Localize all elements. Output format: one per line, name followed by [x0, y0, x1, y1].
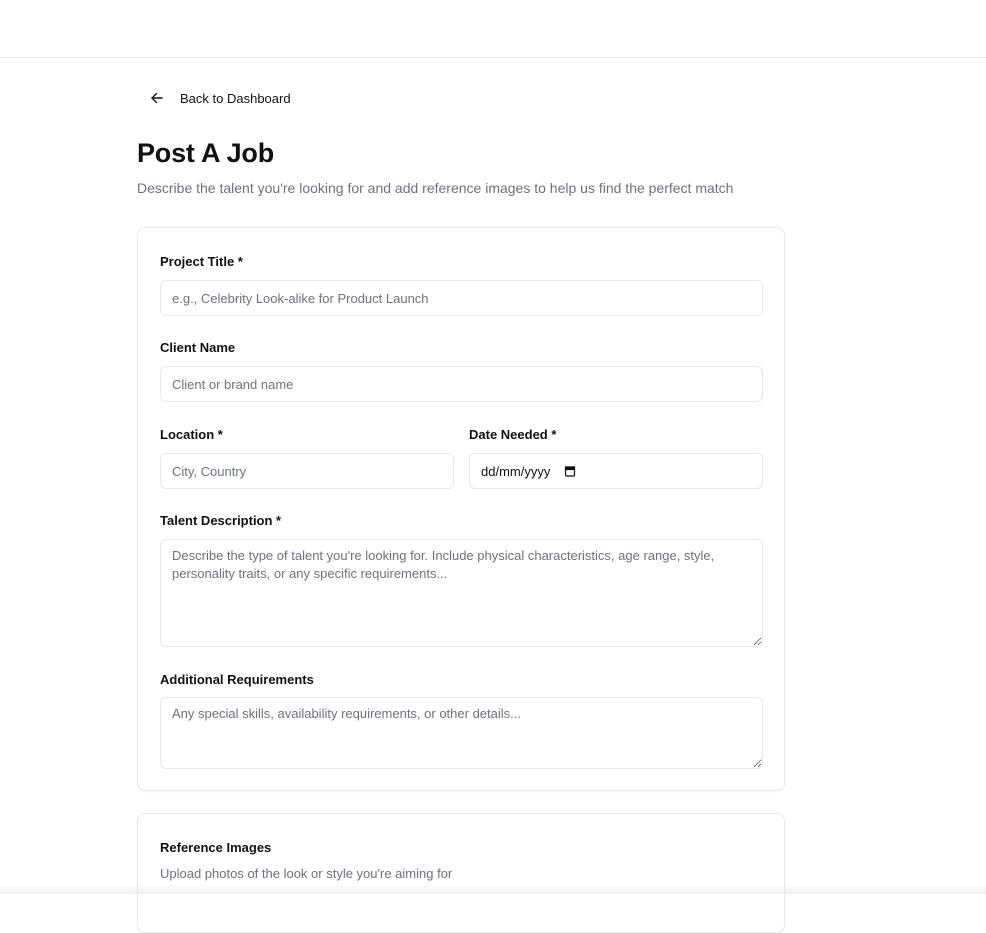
additional-requirements-textarea[interactable]: [160, 697, 763, 769]
reference-images-heading: Reference Images: [160, 840, 271, 855]
project-title-input[interactable]: [160, 280, 763, 316]
date-needed-input[interactable]: [469, 453, 763, 489]
page-title: Post A Job: [137, 138, 274, 169]
date-placeholder: dd/mm/yyyy: [481, 464, 550, 479]
client-name-input[interactable]: [160, 366, 763, 402]
calendar-icon[interactable]: [564, 465, 576, 477]
additional-requirements-label: Additional Requirements: [160, 672, 314, 687]
reference-images-description: Upload photos of the look or style you're aiming for: [160, 866, 452, 881]
page-subtitle: Describe the talent you're looking for and add reference images to help us find the perfect match: [137, 180, 733, 196]
location-label: Location *: [160, 427, 223, 442]
top-navigation-bar: [0, 0, 986, 58]
date-needed-label: Date Needed *: [469, 427, 556, 442]
back-to-dashboard-link[interactable]: [150, 88, 291, 108]
arrow-left-icon: [150, 91, 164, 105]
back-link-label: Back to Dashboard: [180, 91, 291, 106]
client-name-label: Client Name: [160, 340, 235, 355]
talent-description-label: Talent Description *: [160, 513, 281, 528]
page-bottom-edge: [0, 884, 986, 894]
reference-images-card: [137, 813, 785, 933]
location-input[interactable]: [160, 453, 454, 489]
project-title-label: Project Title *: [160, 254, 243, 269]
talent-description-textarea[interactable]: [160, 539, 763, 647]
job-details-card: [137, 227, 785, 791]
